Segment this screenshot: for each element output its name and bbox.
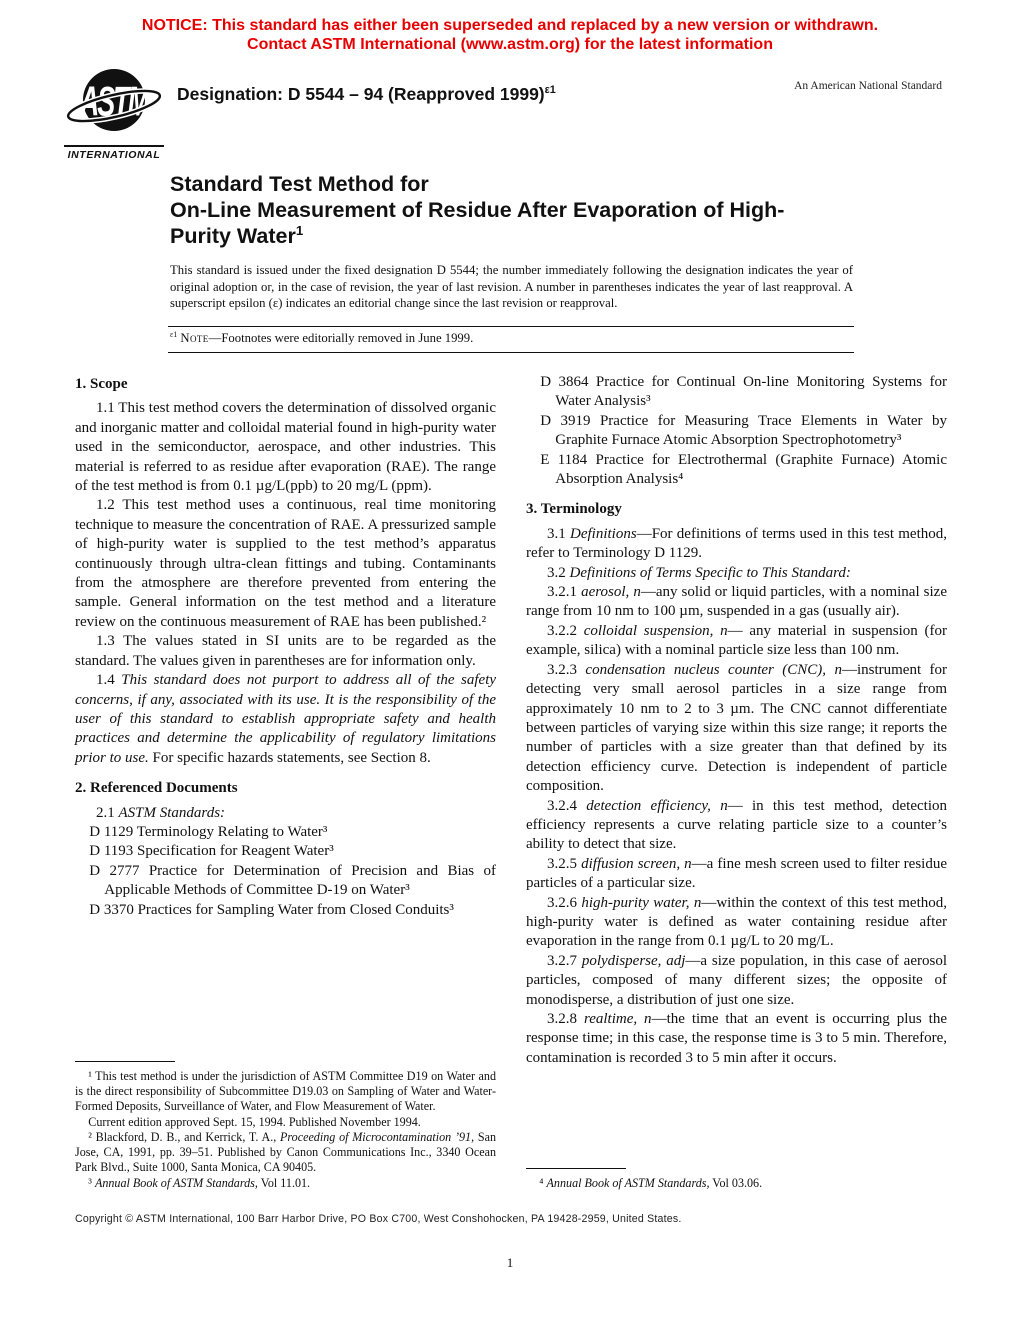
para-3-2-8: 3.2.8 realtime, n—the time that an event is occurring plus the response time; in this case, the response time is 3 to 5 min. Therefore, contamination is recorded 3 to 5 min after it occurs. [526, 1011, 947, 1066]
designation-superscript: ε1 [544, 84, 556, 97]
right-column-main [526, 373, 947, 1068]
title-line-3-text: Purity Water [170, 224, 296, 248]
left-column [75, 373, 496, 1191]
designation-text: Designation: D 5544 – 94 (Reapproved 1999) [177, 84, 545, 104]
para-1-4: 1.4 This standard does not purport to address all of the safety concerns, if any, associated with its use. It is the responsibility of the user of this standard to establish appropriate safety and health practices and determine the applicability of regulatory limitations prior to use. For specific hazards statements, see Section 8. [75, 672, 497, 766]
superseded-notice [0, 16, 1020, 54]
body-columns [75, 373, 947, 1191]
footnote-rule-left [75, 1061, 175, 1062]
footnote-3: ³ Annual Book of ASTM Standards, Vol 11.01. [88, 1175, 311, 1190]
document-title [170, 171, 870, 249]
para-2-1: 2.1 ASTM Standards: [96, 804, 226, 821]
astm-logo [64, 66, 174, 161]
title-footnote-marker: 1 [295, 222, 304, 238]
para-3-2-1: 3.2.1 aerosol, n—any solid or liquid particles, with a nominal size range from 10 nm to 100 µm, suspended in a gas (usually air). [526, 584, 947, 620]
section-2-heading: 2. Referenced Documents [75, 780, 238, 797]
para-3-2: 3.2 Definitions of Terms Specific to This Standard: [547, 564, 851, 581]
astm-monogram: ASTM [79, 78, 149, 125]
notice-line-1: NOTICE: This standard has either been superseded and replaced by a new version or withdrawn. [141, 17, 879, 34]
epsilon-note-text: —Footnotes were editorially removed in June 1999. [208, 331, 474, 345]
left-column-footnotes [75, 1061, 496, 1191]
para-1-1: 1.1 This test method covers the determination of dissolved organic and inorganic matter and colloidal material found in high-purity water used in the semiconductor, aerospace, and other industries. This material is referred to as residue after evaporation (RAE). The range of the test method is from 0.1 µg/L(ppb) to 20 mg/L (ppm). [75, 400, 496, 495]
american-national-standard-note: An American National Standard [794, 80, 942, 92]
astm-globe-icon [64, 66, 164, 140]
ref-e1184: E 1184 Practice for Electrothermal (Graphite Furnace) Atomic Absorption Analysis⁴ [540, 451, 947, 488]
issuing-statement: This standard is issued under the fixed designation D 5544; the number immediately following the designation indicates the year of original adoption or, in the case of revision, the year of last revision. A number in parentheses indicates the year of last reapproval. A superscript epsilon (ε) indicates an editorial change since the last revision or reapproval. [170, 263, 853, 311]
footnote-1: ¹ This test method is under the jurisdiction of ASTM Committee D19 on Water and is the direct responsibility of Subcommittee D19.03 on Sampling of Water and Water-Formed Deposits, Surveillance of Water, and Flow Measurement of Water. [75, 1068, 496, 1114]
para-3-2-7: 3.2.7 polydisperse, adj—a size population, in this case of aerosol particles, composed of many different sizes; the opposite of monodisperse, a distribution of just one size. [526, 952, 947, 1008]
para-3-2-3: 3.2.3 condensation nucleus counter (CNC), n—instrument for detecting very small aerosol particles in a size range from approximately 10 nm to 2 to 3 µm. The CNC cannot differentiate between particles of varying size within this size range; it reports the number of particles with a size greater than that defined by its detection efficiency curve. Detection is independent of particle composition. [526, 661, 948, 795]
ref-d1129: D 1129 Terminology Relating to Water³ [89, 823, 328, 840]
footnote-1-edition: Current edition approved Sept. 15, 1994. Published November 1994. [88, 1114, 421, 1129]
ref-d1193: D 1193 Specification for Reagent Water³ [89, 843, 334, 860]
para-3-2-5: 3.2.5 diffusion screen, n—a fine mesh screen used to filter residue particles of a particular size. [526, 855, 947, 892]
epsilon-note-label: Note [180, 331, 209, 345]
para-3-1: 3.1 Definitions—For definitions of terms used in this test method, refer to Terminology D 1129. [526, 525, 947, 562]
title-line-1: Standard Test Method for [170, 172, 429, 196]
right-column-footnotes [526, 1168, 947, 1191]
section-1-heading: 1. Scope [75, 376, 128, 392]
footnote-2: ² Blackford, D. B., and Kerrick, T. A., Proceeding of Microcontamination ’91, San Jose, CA, 1991, pp. 39–51. Published by Canon Communications Inc., 3340 Ocean Park Blvd., Suite 1000, Santa Monica, CA 90405. [75, 1129, 496, 1175]
section-3-heading: 3. Terminology [526, 501, 622, 518]
title-line-3 [170, 223, 870, 249]
footnote-rule-right [526, 1168, 626, 1169]
para-1-3: 1.3 The values stated in SI units are to be regarded as the standard. The values given in parentheses are for information only. [75, 633, 496, 669]
epsilon-note-superscript: ε1 [170, 329, 178, 339]
ref-d3919: D 3919 Practice for Measuring Trace Elements in Water by Graphite Furnace Atomic Absorption Spectrophotometry³ [540, 412, 947, 449]
para-3-2-4: 3.2.4 detection efficiency, n— in this test method, detection efficiency represents a curve relating particle size to a counter’s ability to detect that size. [526, 797, 947, 853]
para-3-2-2: 3.2.2 colloidal suspension, n— any material in suspension (for example, silica) with a nominal particle size less than 100 nm. [526, 622, 948, 659]
right-column [526, 373, 947, 1191]
ref-d2777: D 2777 Practice for Determination of Precision and Bias of Applicable Methods of Committee D-19 on Water³ [89, 862, 496, 899]
left-column-main [75, 373, 496, 920]
astm-logo-caption: INTERNATIONAL [64, 145, 164, 161]
footnote-4: ⁴ Annual Book of ASTM Standards, Vol 03.06. [539, 1175, 763, 1190]
title-line-2: On-Line Measurement of Residue After Evaporation of High- [170, 198, 785, 222]
designation-line [177, 84, 556, 105]
ref-d3864: D 3864 Practice for Continual On-line Monitoring Systems for Water Analysis³ [540, 374, 947, 410]
page-number: 1 [506, 1255, 514, 1270]
copyright-line: Copyright © ASTM International, 100 Barr Harbor Drive, PO Box C700, West Conshohocken, PA 19428-2959, United States. [75, 1213, 682, 1225]
para-1-2: 1.2 This test method uses a continuous, real time monitoring technique to measure the concentration of RAE. A pressurized sample of high-purity water is supplied to the test method’s apparatus continuously through ultra-clean fittings and tubing. Contaminants from the atmosphere are therefore prevented from entering the sample. General information on the test method and a literature review on the continuous measurement of RAE has been published.² [75, 497, 496, 630]
para-3-2-6: 3.2.6 high-purity water, n—within the context of this test method, high-purity water is defined as water containing residue after evaporation in the range from 0.1 µg/L to 20 mg/L. [526, 894, 948, 950]
epsilon-note [168, 326, 854, 353]
notice-line-2: Contact ASTM International (www.astm.org) for the latest information [247, 36, 773, 53]
ref-d3370: D 3370 Practices for Sampling Water from Closed Conduits³ [89, 901, 454, 918]
